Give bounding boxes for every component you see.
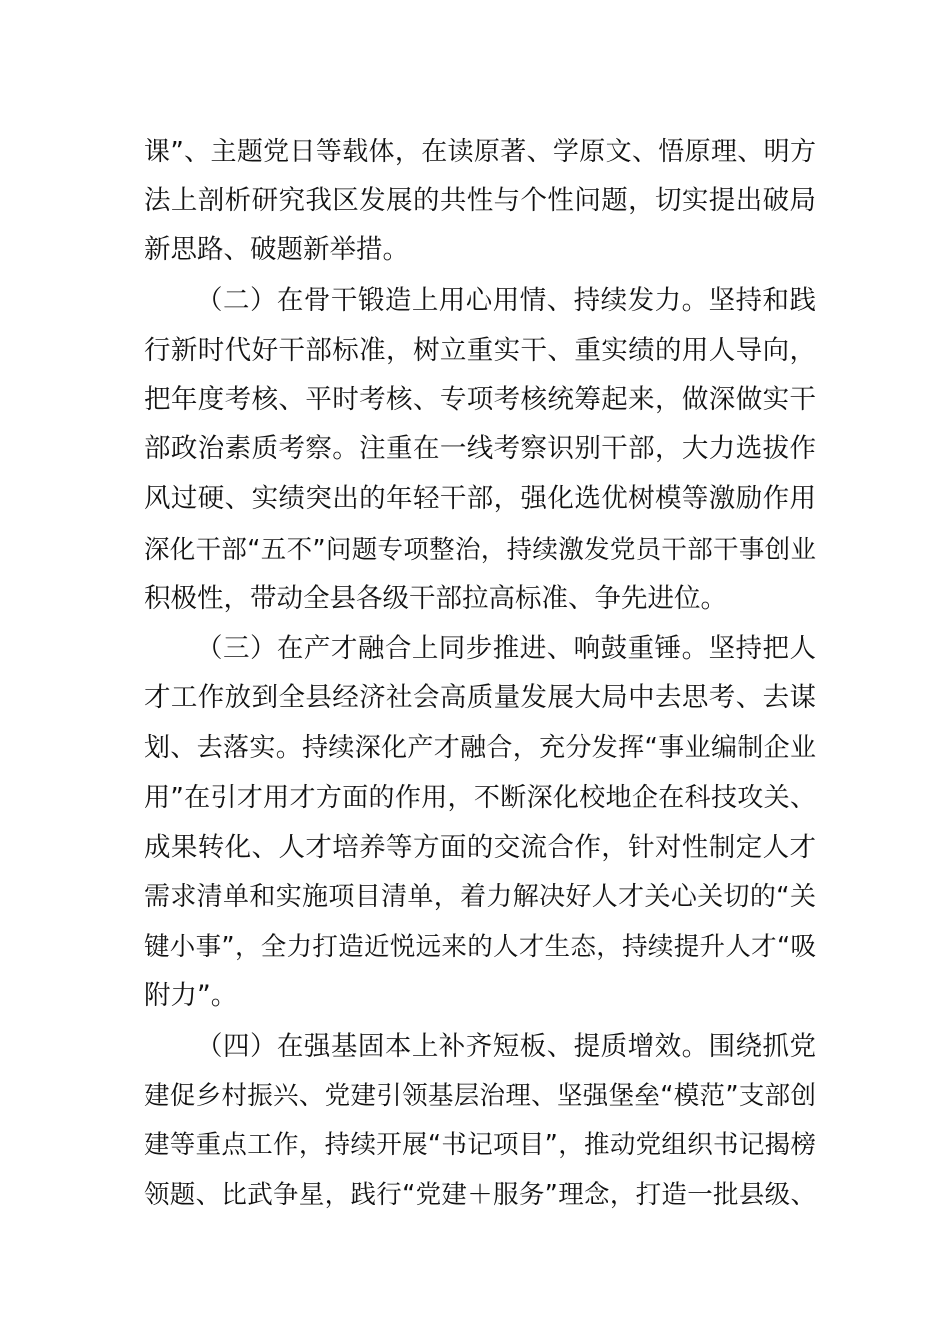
text-line: 附力”。 [144,980,238,1011]
text-line: 行新时代好干部标准，树立重实干、重实绩的用人导向， [144,335,816,366]
text-line: 领题、比武争星，践行“党建＋服务”理念，打造一批县级、 [144,1180,816,1210]
paragraph-heading-line: （四）在强基固本上补齐短板、提质增效。围绕抓党 [196,1031,816,1062]
text-line: 建促乡村振兴、党建引领基层治理、坚强堡垒“模范”支部创 [144,1081,816,1111]
text-line: 键小事”，全力打造近悦远来的人才生态，持续提升人才“吸 [144,932,816,962]
text-line: 部政治素质考察。注重在一线考察识别干部，大力选拔作 [144,433,816,464]
paragraph-heading-line: （三）在产才融合上同步推进、响鼓重锤。坚持把人 [196,633,816,664]
text-line: 风过硬、实绩突出的年轻干部，强化选优树模等激励作用 [144,483,816,514]
text-line: 把年度考核、平时考核、专项考核统筹起来，做深做实干 [144,384,816,415]
text-line: 课”、主题党日等载体，在读原著、学原文、悟原理、明方 [144,137,816,167]
text-line: 才工作放到全县经济社会高质量发展大局中去思考、去谋 [144,682,816,713]
text-line: 深化干部“五不”问题专项整治，持续激发党员干部干事创业 [144,535,816,565]
text-line: 积极性，带动全县各级干部拉高标准、争先进位。 [144,583,727,614]
text-line: 新思路、破题新举措。 [144,234,409,265]
text-line: 划、去落实。持续深化产才融合，充分发挥“事业编制企业 [144,733,816,763]
text-line: 建等重点工作，持续开展“书记项目”，推动党组织书记揭榜 [144,1130,816,1160]
paragraph-heading-line: （二）在骨干锻造上用心用情、持续发力。坚持和践 [196,285,816,316]
text-line: 成果转化、人才培养等方面的交流合作，针对性制定人才 [144,832,816,863]
text-line: 需求清单和实施项目清单，着力解决好人才关心关切的“关 [144,882,816,912]
text-line: 用”在引才用才方面的作用，不断深化校地企在科技攻关、 [144,783,816,813]
text-line: 法上剖析研究我区发展的共性与个性问题，切实提出破局 [144,185,816,216]
